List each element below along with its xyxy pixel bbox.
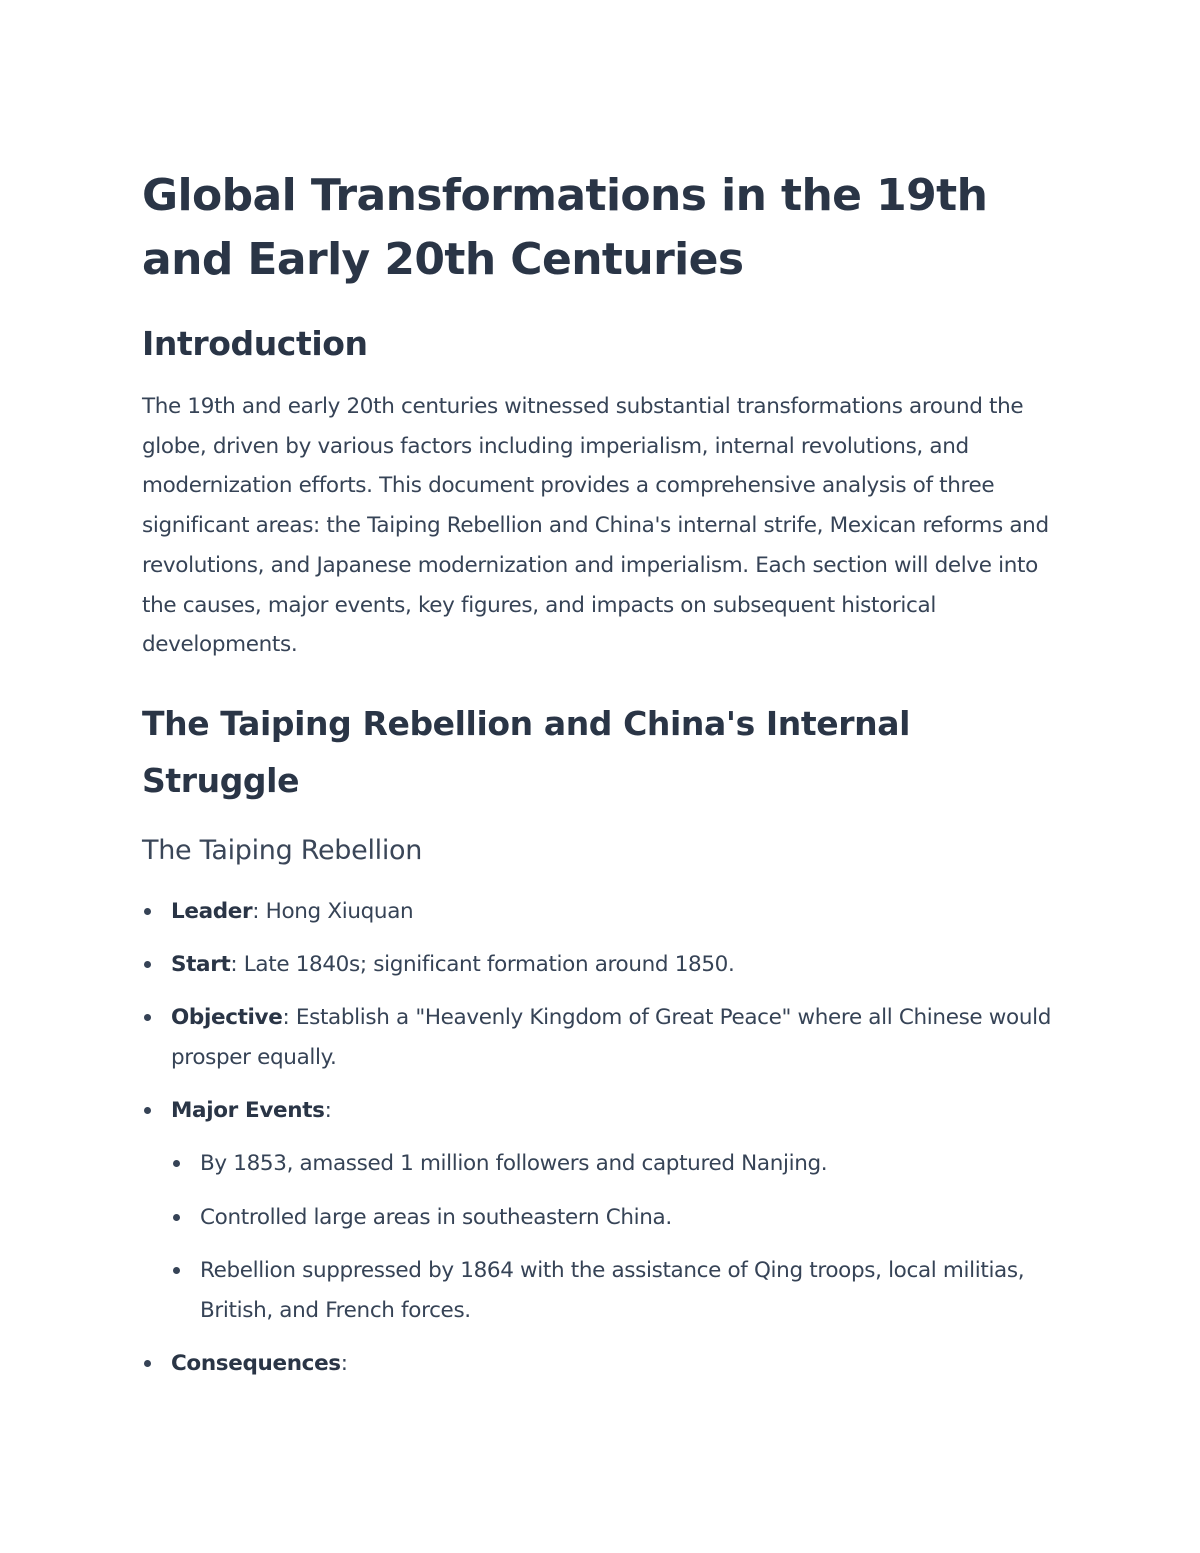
sublist-item-text: Controlled large areas in southeastern China. bbox=[200, 1204, 672, 1230]
list-item-text: Establish a "Heavenly Kingdom of Great Peace" where all Chinese would prosper equally. bbox=[171, 1005, 1052, 1071]
list-item-label: Start bbox=[171, 952, 231, 978]
list-item-objective bbox=[142, 998, 1062, 1077]
bullet-icon bbox=[144, 908, 151, 915]
list-item-separator: : bbox=[324, 1098, 332, 1124]
sublist-item bbox=[171, 1198, 1062, 1238]
list-item-label: Major Events bbox=[171, 1098, 325, 1124]
document-page bbox=[142, 164, 1062, 1397]
sublist-item-text: By 1853, amassed 1 million followers and captured Nanjing. bbox=[200, 1151, 828, 1177]
list-item-text: Hong Xiuquan bbox=[259, 898, 414, 924]
bullet-icon bbox=[173, 1267, 180, 1274]
list-item-leader bbox=[142, 892, 1062, 932]
bullet-icon bbox=[173, 1160, 180, 1167]
list-item-separator: : bbox=[282, 1005, 290, 1031]
bullet-icon bbox=[173, 1214, 180, 1221]
list-item-separator: : bbox=[230, 952, 238, 978]
list-item-label: Consequences bbox=[171, 1350, 341, 1376]
subheading-taiping-rebellion: The Taiping Rebellion bbox=[142, 834, 423, 866]
document-title: Global Transformations in the 19th and Early 20th Centuries bbox=[142, 170, 988, 285]
list-item-start bbox=[142, 945, 1062, 985]
bullet-icon bbox=[144, 1014, 151, 1021]
sublist-item bbox=[171, 1144, 1062, 1184]
bullet-icon bbox=[144, 1107, 151, 1114]
list-item-consequences bbox=[142, 1344, 1062, 1384]
sublist-item bbox=[171, 1251, 1062, 1330]
list-item-label: Leader bbox=[171, 898, 253, 924]
bullet-icon bbox=[144, 1360, 151, 1367]
taiping-facts-list bbox=[142, 892, 1062, 1384]
bullet-icon bbox=[144, 961, 151, 968]
sublist-item-text: Rebellion suppressed by 1864 with the assistance of Qing troops, local militias, British, and French forces. bbox=[200, 1257, 1025, 1323]
introduction-paragraph: The 19th and early 20th centuries witnessed substantial transformations around the globe, driven by various factors including imperialism, internal revolutions, and modernization efforts. This document provides a comprehensive analysis of three significant areas: the Taiping Rebellion and China's internal strife, Mexican reforms and revolutions, and Japanese modernization and imperialism. Each section will delve into the causes, major events, key figures, and impacts on subsequent historical developments. bbox=[142, 394, 1049, 658]
section-heading-taiping: The Taiping Rebellion and China's Internal Struggle bbox=[142, 703, 910, 800]
list-item-label: Objective bbox=[171, 1005, 283, 1031]
list-item-major-events bbox=[142, 1091, 1062, 1330]
list-item-separator: : bbox=[252, 898, 260, 924]
introduction-heading: Introduction bbox=[142, 324, 368, 363]
list-item-text: Late 1840s; significant formation around 1850. bbox=[237, 952, 735, 978]
major-events-sublist bbox=[171, 1144, 1062, 1330]
list-item-separator: : bbox=[340, 1350, 348, 1376]
